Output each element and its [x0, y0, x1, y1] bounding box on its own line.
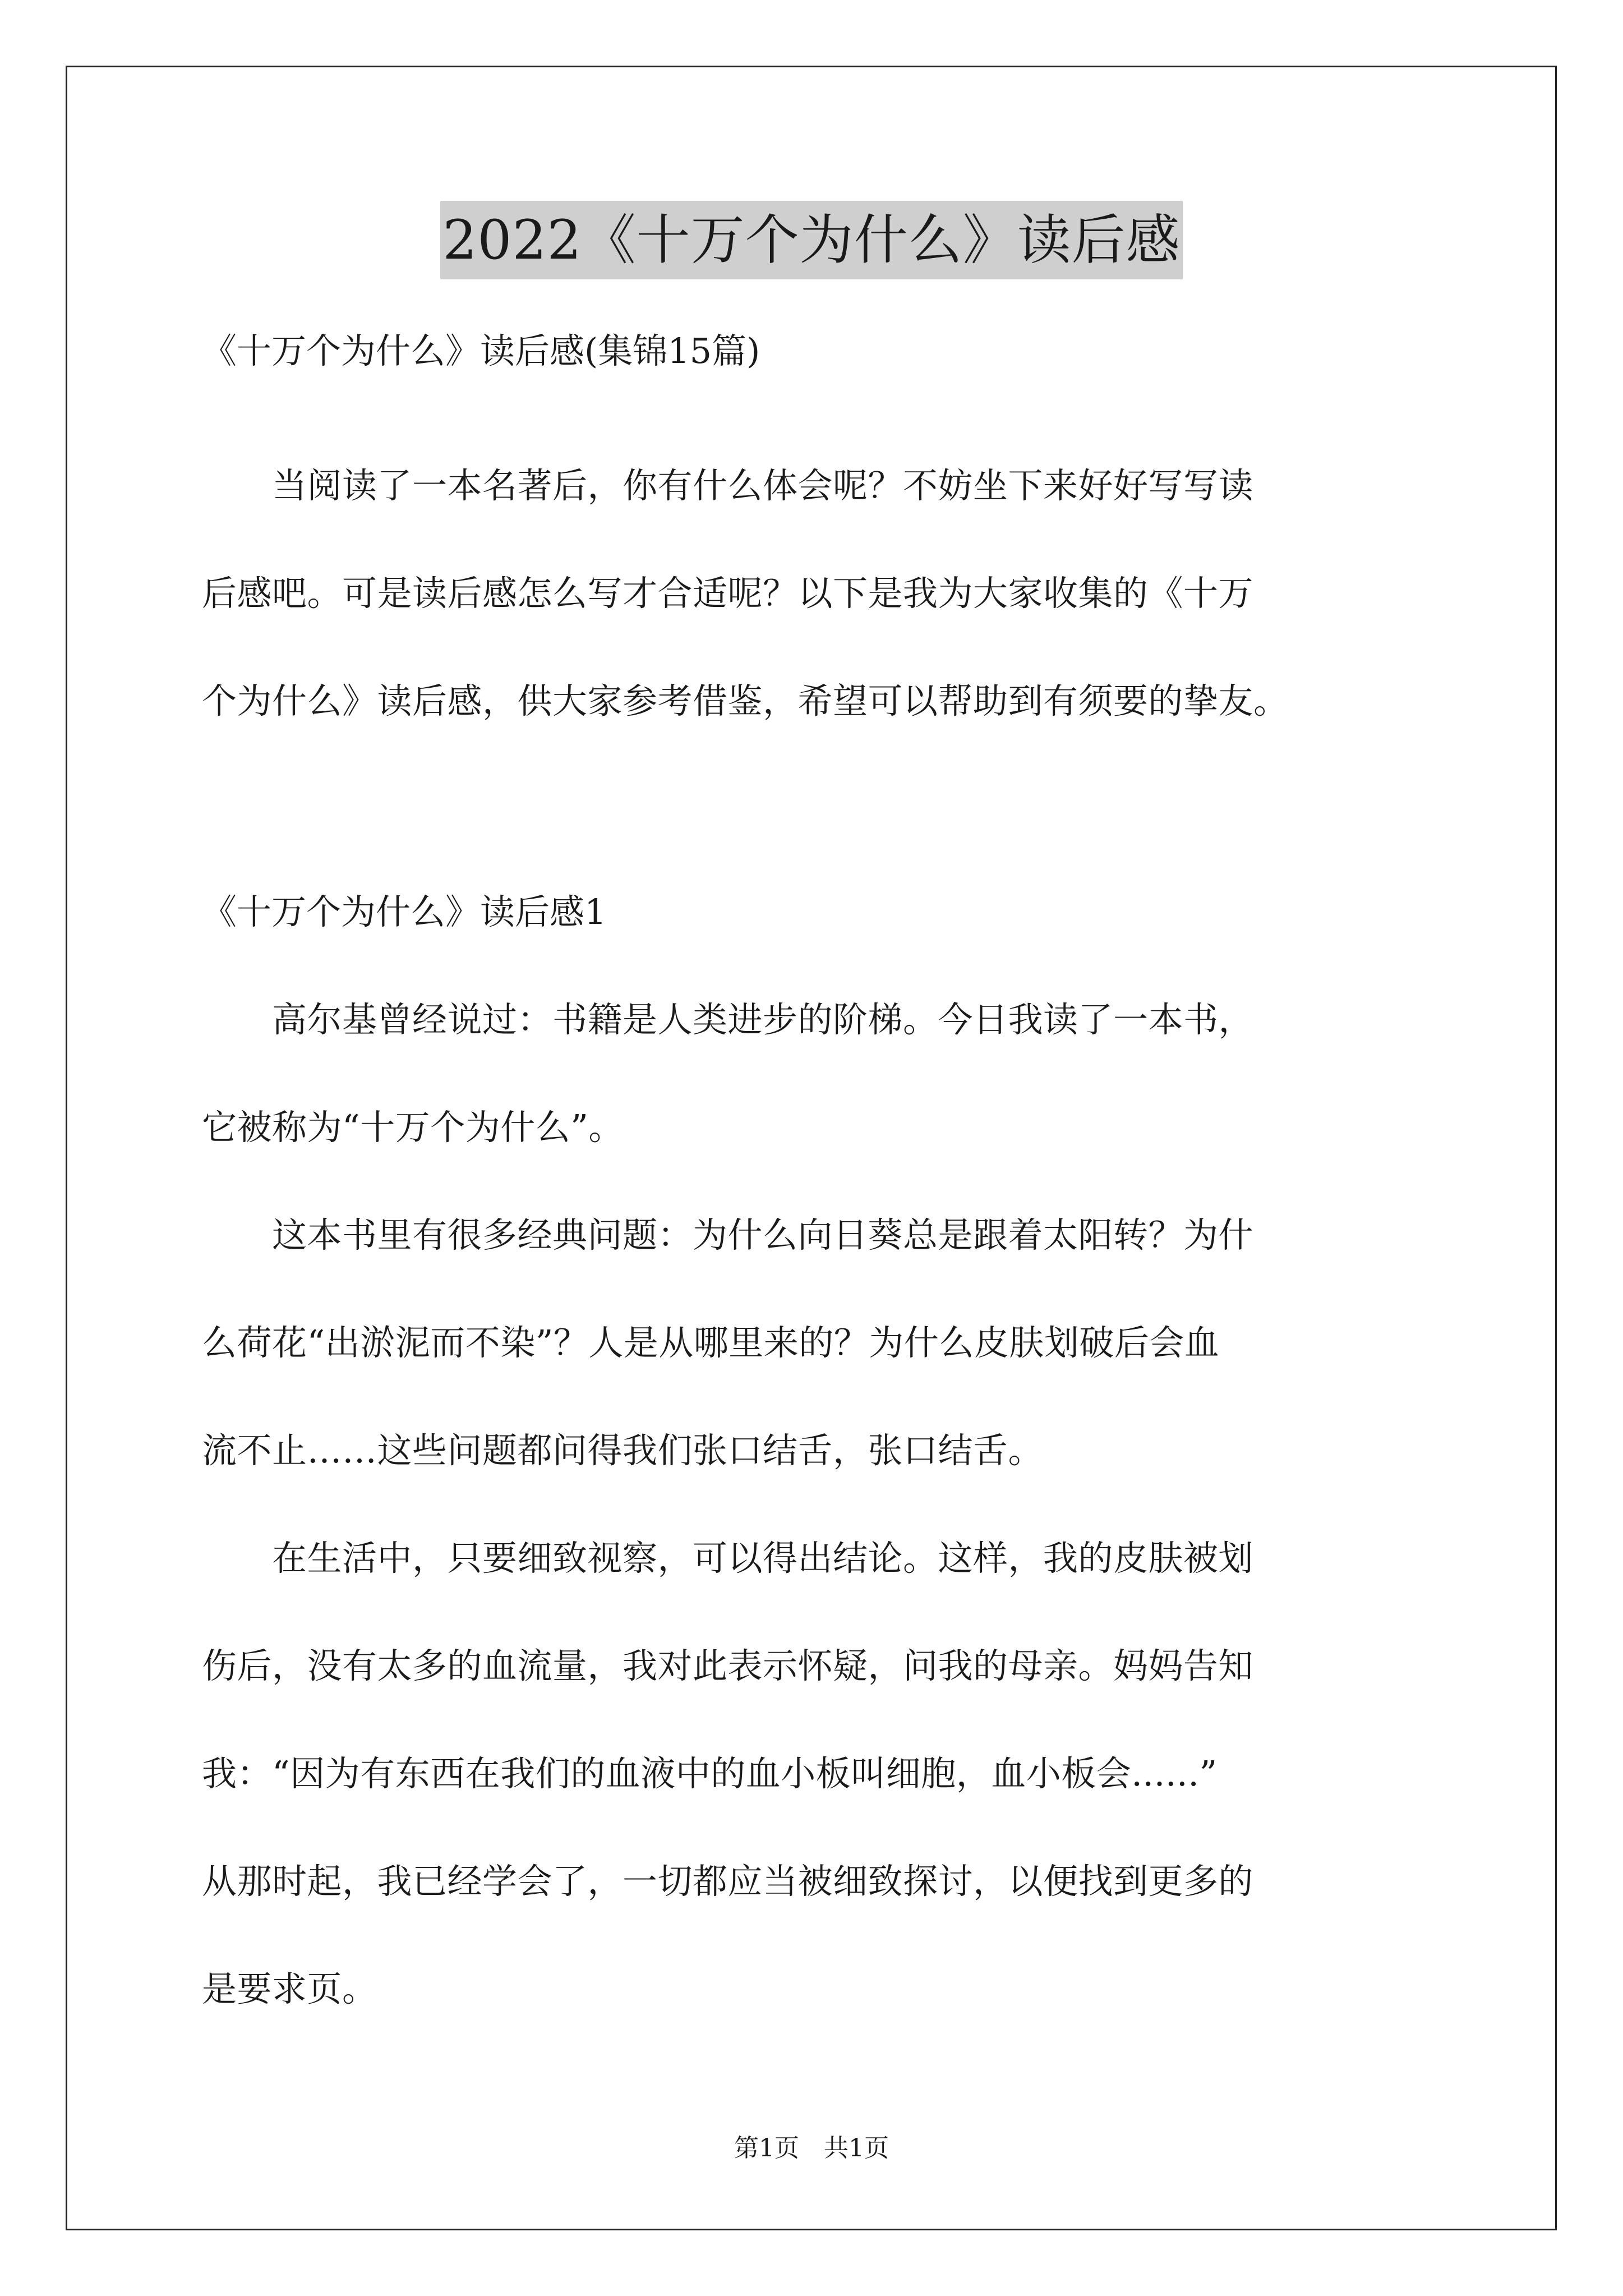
para1-line-2: 它被称为“十万个为什么”。	[202, 1107, 624, 1148]
para3-line-3: 我：“因为有东西在我们的血液中的血小板叫细胞，血小板会......”	[202, 1753, 1218, 1794]
para2-line-2: 么荷花“出淤泥而不染”？人是从哪里来的？为什么皮肤划破后会血	[202, 1322, 1220, 1363]
section-heading-1: 《十万个为什么》读后感1	[202, 891, 607, 932]
page-footer: 第1页 共1页	[734, 2134, 889, 2162]
document-subtitle: 《十万个为什么》读后感(集锦15篇)	[202, 330, 760, 371]
para3-line-5: 是要求页。	[202, 1968, 377, 2009]
para2-line-3: 流不止……这些问题都问得我们张口结舌，张口结舌。	[202, 1430, 1044, 1471]
para3-line-4: 从那时起，我已经学会了，一切都应当被细致探讨，以便找到更多的	[202, 1861, 1254, 1902]
title-wrap	[0, 201, 1623, 279]
para3-line-2: 伤后，没有太多的血流量，我对此表示怀疑，问我的母亲。妈妈告知	[202, 1645, 1254, 1686]
document-title: 2022《十万个为什么》读后感	[440, 201, 1182, 279]
intro-line-1: 当阅读了一本名著后，你有什么体会呢？不妨坐下来好好写写读	[202, 465, 1254, 506]
para2-line-1: 这本书里有很多经典问题：为什么向日葵总是跟着太阳转？为什	[202, 1214, 1254, 1255]
para3-line-1: 在生活中，只要细致视察，可以得出结论。这样，我的皮肤被划	[202, 1538, 1254, 1579]
intro-line-3: 个为什么》读后感，供大家参考借鉴，希望可以帮助到有须要的挚友。	[202, 680, 1289, 721]
para1-line-1: 高尔基曾经说过：书籍是人类进步的阶梯。今日我读了一本书，	[202, 999, 1254, 1040]
intro-line-2: 后感吧。可是读后感怎么写才合适呢？以下是我为大家收集的《十万	[202, 573, 1254, 614]
